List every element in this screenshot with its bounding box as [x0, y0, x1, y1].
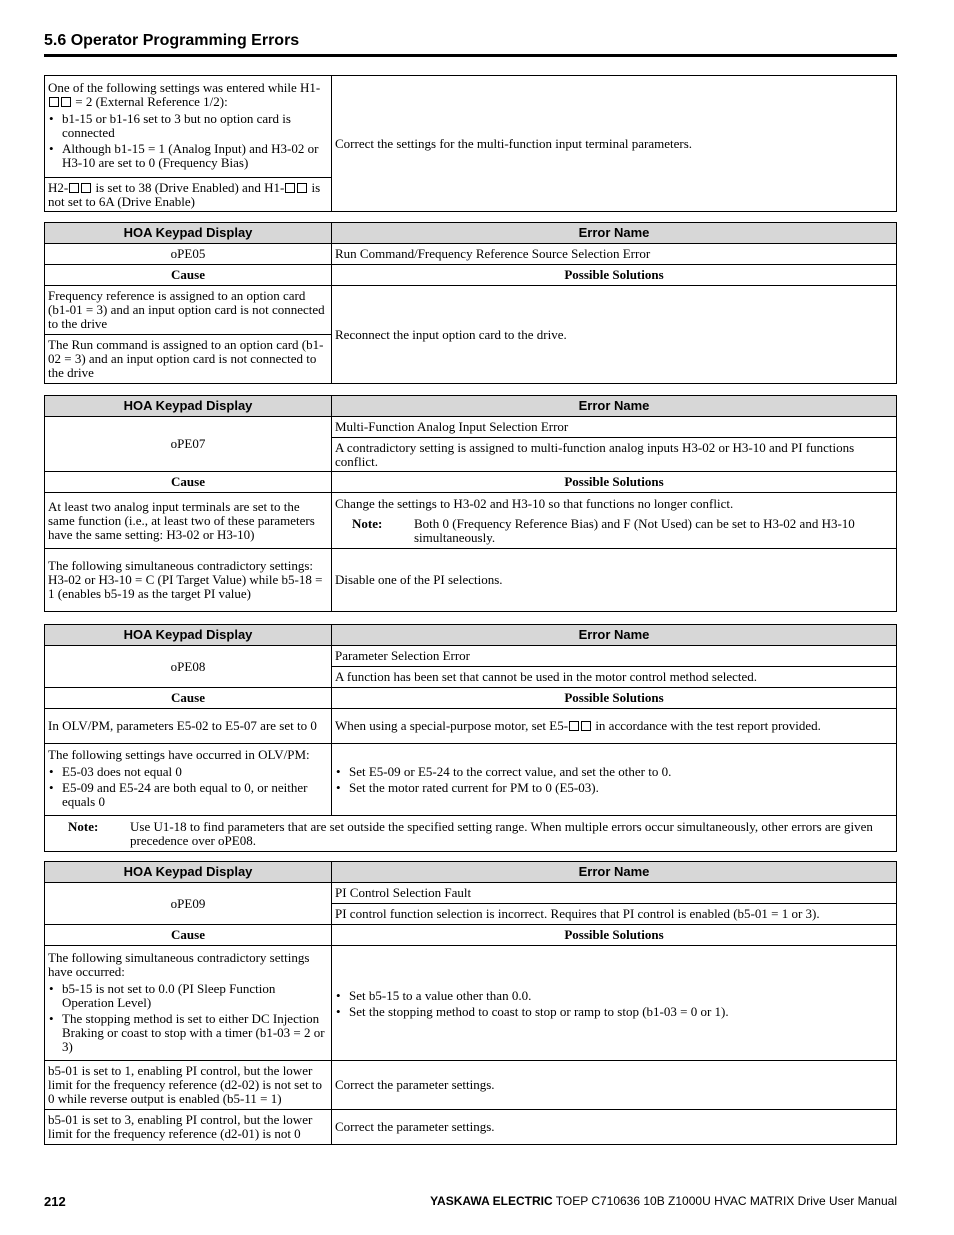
list-item: • Although b1-15 = 1 (Analog Input) and H3-02 or H3-10 are set to 0 (Frequency Bias) — [62, 142, 328, 170]
solution-cell — [332, 493, 897, 549]
solution-text: When using a special-purpose motor, set E5- — [335, 718, 569, 733]
note-cell — [45, 816, 897, 852]
solutions-header: Possible Solutions — [332, 925, 897, 946]
error-name: Run Command/Frequency Reference Source Selection Error — [332, 244, 897, 265]
cause-text: The following settings have occurred in OLV/PM: — [48, 747, 310, 762]
list-item: • b1-15 or b1-16 set to 3 but no option card is connected — [62, 112, 328, 140]
cause-text: The following simultaneous contradictory settings have occurred: — [48, 949, 310, 979]
placeholder-box-icon — [297, 183, 307, 193]
error-name-header: Error Name — [332, 625, 897, 646]
placeholder-box-icon — [581, 721, 591, 731]
cause-cell: Frequency reference is assigned to an option card (b1-01 = 3) and an input option card is not connected to the drive — [45, 286, 332, 335]
solution-text: Change the settings to H3-02 and H3-10 so that functions no longer conflict. — [335, 495, 734, 511]
error-description: A function has been set that cannot be used in the motor control method selected. — [332, 667, 897, 688]
hoa-header: HOA Keypad Display — [45, 223, 332, 244]
error-name: Parameter Selection Error — [332, 646, 897, 667]
cause-header: Cause — [45, 472, 332, 493]
hoa-header: HOA Keypad Display — [45, 396, 332, 417]
cause-cell: b5-01 is set to 3, enabling PI control, but the lower limit for the frequency reference (d2-01) is not 0 — [45, 1110, 332, 1145]
cause-text: One of the following settings was entered while H1- — [48, 80, 321, 95]
cause-text: = 2 (External Reference 1/2): — [72, 94, 228, 109]
solution-cell — [332, 946, 897, 1061]
cause-list — [48, 112, 328, 170]
solution-text: in accordance with the test report provided. — [592, 718, 821, 733]
footer-doc: TOEP C710636 10B Z1000U HVAC MATRIX Drive User Manual — [552, 1194, 897, 1208]
cause-text: H2- — [48, 179, 69, 195]
list-item: • b5-15 is not set to 0.0 (PI Sleep Function Operation Level) — [62, 982, 328, 1010]
note-text: Both 0 (Frequency Reference Bias) and F (Not Used) can be set to H3-02 and H3-10 simultaneously. — [414, 515, 855, 545]
section-title: 5.6 Operator Programming Errors — [44, 32, 300, 49]
cause-list — [48, 765, 328, 809]
error-name: PI Control Selection Fault — [332, 883, 897, 904]
placeholder-box-icon — [81, 183, 91, 193]
hoa-header: HOA Keypad Display — [45, 625, 332, 646]
cause-header: Cause — [45, 265, 332, 286]
footer-doc-title — [430, 1194, 897, 1208]
error-description: PI control function selection is incorrect. Requires that PI control is enabled (b5-01 = 1 or 3). — [332, 904, 897, 925]
table-ope09 — [44, 861, 897, 1145]
table-continuation — [44, 75, 897, 212]
note — [335, 517, 893, 545]
cause-cell: At least two analog input terminals are set to the same function (i.e., at least two of these parameters have the same setting: H3-02 or H3-10) — [45, 493, 332, 549]
solution-cell: Correct the settings for the multi-function input terminal parameters. — [332, 76, 897, 212]
note-text: Use U1-18 to find parameters that are set outside the specified setting range. When multiple errors occur simultaneously, other errors are given precedence over oPE08. — [130, 818, 873, 848]
error-name-header: Error Name — [332, 223, 897, 244]
solution-cell — [332, 709, 897, 744]
list-item: • The stopping method is set to either DC Injection Braking or coast to stop with a timer (b1-03 = 2 or 3) — [62, 1012, 328, 1054]
cause-list — [48, 982, 328, 1054]
solution-list — [335, 989, 893, 1019]
table-ope08 — [44, 624, 897, 852]
list-item: • Set the stopping method to coast to stop or ramp to stop (b1-03 = 0 or 1). — [349, 1005, 893, 1019]
solutions-header: Possible Solutions — [332, 472, 897, 493]
hoa-header: HOA Keypad Display — [45, 862, 332, 883]
error-description: A contradictory setting is assigned to multi-function analog inputs H3-02 or H3-10 and PI functions conflict. — [332, 438, 897, 472]
cause-text: The following simultaneous contradictory settings: — [48, 558, 314, 573]
solution-cell — [332, 744, 897, 816]
note — [48, 820, 893, 848]
list-item: • E5-03 does not equal 0 — [62, 765, 328, 779]
error-name-header: Error Name — [332, 396, 897, 417]
cause-cell — [45, 946, 332, 1061]
list-item: • Set the motor rated current for PM to 0 (E5-03). — [349, 781, 893, 795]
solutions-header: Possible Solutions — [332, 265, 897, 286]
error-code: oPE08 — [45, 646, 332, 688]
error-name: Multi-Function Analog Input Selection Error — [332, 417, 897, 438]
cause-cell — [45, 76, 332, 178]
list-item: • Set b5-15 to a value other than 0.0. — [349, 989, 893, 1003]
table-ope05 — [44, 222, 897, 384]
footer-brand: YASKAWA ELECTRIC — [430, 1194, 553, 1208]
cause-cell: In OLV/PM, parameters E5-02 to E5-07 are set to 0 — [45, 709, 332, 744]
cause-cell — [45, 744, 332, 816]
note-label: Note: — [68, 818, 99, 834]
cause-text: H3-02 or H3-10 = C (PI Target Value) while b5-18 = 1 (enables b5-19 as the target PI value) — [48, 572, 323, 601]
placeholder-box-icon — [69, 183, 79, 193]
error-code: oPE07 — [45, 417, 332, 472]
solution-cell: Reconnect the input option card to the drive. — [332, 286, 897, 384]
cause-text: is set to 38 (Drive Enabled) and H1- — [92, 179, 285, 195]
cause-text: is not set to 6A (Drive Enable) — [48, 179, 321, 209]
list-item: • E5-09 and E5-24 are both equal to 0, or neither equals 0 — [62, 781, 328, 809]
cause-cell — [45, 549, 332, 612]
list-item: • Set E5-09 or E5-24 to the correct value, and set the other to 0. — [349, 765, 893, 779]
solution-cell: Disable one of the PI selections. — [332, 549, 897, 612]
error-code: oPE05 — [45, 244, 332, 265]
placeholder-box-icon — [285, 183, 295, 193]
cause-cell: The Run command is assigned to an option card (b1-02 = 3) and an input option card is not connected to the drive — [45, 335, 332, 384]
cause-cell — [45, 178, 332, 212]
placeholder-box-icon — [569, 721, 579, 731]
placeholder-box-icon — [49, 97, 59, 107]
header-rule — [44, 54, 897, 57]
solution-cell: Correct the parameter settings. — [332, 1110, 897, 1145]
table-ope07 — [44, 395, 897, 612]
solution-list — [335, 765, 893, 795]
error-code: oPE09 — [45, 883, 332, 925]
note-label: Note: — [352, 515, 383, 531]
cause-header: Cause — [45, 925, 332, 946]
page-number: 212 — [44, 1194, 66, 1209]
solution-cell: Correct the parameter settings. — [332, 1061, 897, 1110]
error-name-header: Error Name — [332, 862, 897, 883]
solutions-header: Possible Solutions — [332, 688, 897, 709]
placeholder-box-icon — [61, 97, 71, 107]
cause-cell: b5-01 is set to 1, enabling PI control, but the lower limit for the frequency reference (d2-02) is not set to 0 while reverse output is enabled (b5-11 = 1) — [45, 1061, 332, 1110]
cause-header: Cause — [45, 688, 332, 709]
